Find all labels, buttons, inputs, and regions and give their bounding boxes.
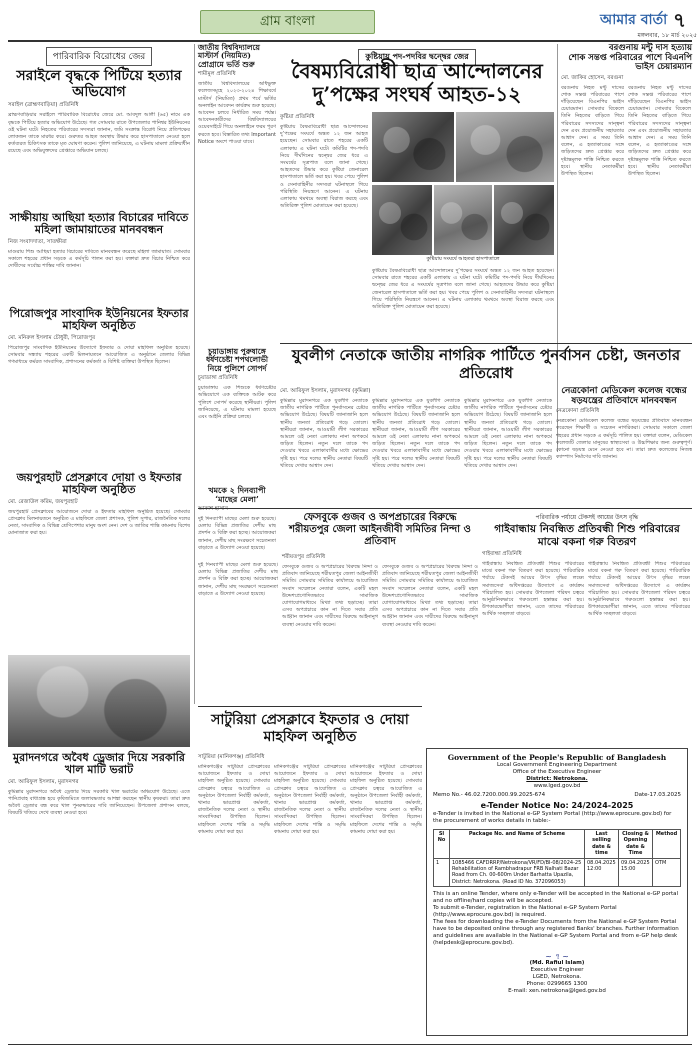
- article-byline: মো. রেজাউল করিম, জয়পুরহাট: [8, 498, 78, 505]
- article-body-cont: কুমিল্লার মুরাদনগরে এক যুবলীগ নেতাকে জাতীয় নাগরিক পার্টিতে পুনর্বাসনের চেষ্টার অভিযোগ উঠেছে। বিষয়টি জানাজানি হলে স্থানীয় জনতা প্রতিরোধ গড়ে তোলে। স্থানীয়রা জানান, আওয়ামী লীগ সরকারের আমলে ওই নেতা এলাকায় নানা অপকর্মে জড়িত ছিলেন। নতুন দলে তাকে পদ দেওয়ার খবরে এলাকাবাসীর মধ্যে ক্ষোভের সৃষ্টি হয়। পরে দলের স্থানীয় নেতারা বিষয়টি খতিয়ে দেখার আশ্বাস দেন।: [464, 398, 552, 469]
- header-rule: [8, 40, 692, 42]
- article-body: জয়পুরহাট প্রেসক্লাবের আয়োজনে দোয়া ও ইফতার মাহফিল অনুষ্ঠিত হয়েছে। সোমবার প্রেসক্লাব মিলনায়তনে অনুষ্ঠিত এ মাহফিলে জেলা প্রশাসক, পুলিশ সুপার, রাজনৈতিক দলের নেতা, সাংবাদিক ও বিভিন্ন শ্রেণিপেশার মানুষ অংশ নেন। দেশ ও জাতির শান্তি কামনায় বিশেষ মোনাজাত করা হয়।: [8, 508, 190, 537]
- tender-memo: Memo No.- 46.02.7200.000.99.2025-674: [433, 792, 546, 798]
- lead-photo-4: [434, 185, 492, 255]
- table-cell: 09.04.2025 15:00: [619, 858, 653, 887]
- tender-district: District: Netrokona.: [526, 776, 588, 782]
- signatory-office: LGED, Netrokona.: [532, 974, 582, 981]
- article-body-cont: দুই দিনব্যাপী মাছের মেলা শুরু হয়েছে। মেলায় বিভিন্ন প্রজাতির দেশীয় মাছ প্রদর্শন ও বিক্রি করা হচ্ছে। আয়োজকরা জানান, দেশীয় মাছ সংরক্ষণে সচেতনতা বাড়াতে এ উদ্যোগ নেওয়া হয়েছে।: [198, 562, 278, 597]
- tender-dept: Local Government Engineering Department: [496, 762, 618, 768]
- article-body: পিরোজপুর সাংবাদিক ইউনিয়নের উদ্যোগে ইফতার ও দোয়া মাহফিল অনুষ্ঠিত হয়েছে। সোমবার সন্ধ্যায় শহরের একটি মিলনায়তনে আয়োজিত এ অনুষ্ঠানে জেলার বিভিন্ন গণমাধ্যমে কর্মরত সাংবাদিক, প্রশাসনের কর্মকর্তা ও বিশিষ্ট ব্যক্তিরা উপস্থিত ছিলেন।: [8, 344, 190, 366]
- signatory-phone: Phone: 0299665 1300: [526, 981, 588, 988]
- column-header: Closing & Opening date & Time: [619, 830, 653, 859]
- article-byline: সরাইল (ব্রাহ্মণবাড়িয়া) প্রতিনিধি: [8, 102, 79, 109]
- section-rule: [198, 508, 692, 509]
- tender-table: [433, 829, 681, 887]
- article-byline: নিজ সংবাদদাতা, সাতক্ষীরা: [8, 238, 67, 245]
- lead-kicker-wrap: [280, 44, 554, 61]
- article-national-university: [198, 44, 276, 344]
- tender-gov: Government of the People's Republic of Bangladesh: [447, 753, 667, 762]
- table-cell: 1: [434, 858, 450, 887]
- lead-headline: বৈষম্যবিরোধী ছাত্র আন্দোলনের দু’পক্ষের সংঘর্ষ আহত-১২: [291, 59, 543, 106]
- tender-intro: e-Tender is invited in the National e-GP System Portal (http://www.eprocure.gov.bd) for the procurement of works details in table:-: [433, 811, 672, 824]
- article-asia-protest: [8, 212, 190, 302]
- article-body-cont: কুমিল্লার মুরাদনগরে এক যুবলীগ নেতাকে জাতীয় নাগরিক পার্টিতে পুনর্বাসনের চেষ্টার অভিযোগ উঠেছে। বিষয়টি জানাজানি হলে স্থানীয় জনতা প্রতিরোধ গড়ে তোলে। স্থানীয়রা জানান, আওয়ামী লীগ সরকারের আমলে ওই নেতা এলাকায় নানা অপকর্মে জড়িত ছিলেন। নতুন দলে তাকে পদ দেওয়ার খবরে এলাকাবাসীর মধ্যে ক্ষোভের সৃষ্টি হয়। পরে দলের স্থানীয় নেতারা বিষয়টি খতিয়ে দেখার আশ্বাস দেন।: [372, 398, 460, 469]
- article-gaibandha: [482, 512, 692, 711]
- article-body: গাইবান্ধায় নিবন্ধিত প্রতিবন্ধী শিশুর পরিবারের মাঝে বকনা গরু বিতরণ করা হয়েছে। পারিবারিক পর্যায়ে টেকসই আয়ের উৎস বৃদ্ধির লক্ষ্যে সমাজসেবা অধিদপ্তরের উদ্যোগে এ কার্যক্রম পরিচালিত হয়। সোমবার উপজেলা পরিষদ চত্বরে আনুষ্ঠানিকভাবে গরুগুলো হস্তান্তর করা হয়। উপকারভোগীরা জানান, এতে তাদের পরিবারের আর্থিক সচ্ছলতা বাড়বে।: [482, 561, 584, 618]
- article-headline: মুরাদনগরে অবৈধ ড্রেজার দিয়ে সরকারি খাল মাটি ভরাট: [13, 751, 185, 777]
- article-byline: মো. জাকির হোসেন, বরগুনা: [561, 74, 624, 81]
- article-body: দুই দিনব্যাপী মাছের মেলা শুরু হয়েছে। মেলায় বিভিন্ন প্রজাতির দেশীয় মাছ প্রদর্শন ও বিক্রি করা হচ্ছে। আয়োজকরা জানান, দেশীয় মাছ সংরক্ষণে সচেতনতা বাড়াতে এ উদ্যোগ নেওয়া হয়েছে।: [198, 515, 276, 551]
- tender-web[interactable]: www.lged.gov.bd: [533, 783, 581, 789]
- page-date: মঙ্গলবার, ১৮ মার্চ ২০২৫: [637, 32, 697, 39]
- article-pirojpur-iftar: [8, 308, 190, 468]
- article-byline: শামীমুল প্রতিনিধি: [198, 71, 236, 78]
- lead-photo-2: [456, 112, 554, 182]
- article-headline: শোক সন্তপ্ত পরিবারের পাশে বিএনপি ভাইস চেয়ারম্যান: [568, 52, 692, 73]
- tender-table-header: [434, 830, 681, 859]
- article-headline: সাটুরিয়া প্রেসক্লাবে ইফতার ও দোয়া মাহফিল অনুষ্ঠিত: [211, 712, 409, 745]
- article-kicker: পারিবারিক বিরোধের জের: [46, 47, 152, 66]
- article-shariatpur-bar: [282, 552, 478, 700]
- article-byline: মো. আরিফুল ইসলাম, মুরাদনগর: [8, 778, 79, 785]
- article-kicker: কুষ্টিয়ায় পদ-পদবির দ্বন্দ্বের জের: [358, 49, 475, 66]
- article-headline: সরাইলে বৃদ্ধকে পিটিয়ে হত্যার অভিযোগ: [16, 68, 182, 100]
- article-body: ব্রাহ্মণবাড়িয়ার সরাইলে পারিবারিক বিরোধের জেরে মো. আবদুল আলী (৬৫) নামে এক বৃদ্ধকে পিটিয়ে হত্যার অভিযোগ উঠেছে। গত সোমবার রাতে উপজেলার পানিশ্বর ইউনিয়নের ওই ঘটনা ঘটে। নিহতের পরিবারের সদস্যরা জানান, জমি সংক্রান্ত বিরোধ নিয়ে প্রতিপক্ষের লোকজন তাকে মারধর করে। গুরুতর আহত অবস্থায় উদ্ধার করে হাসপাতালে নেওয়া হলে কর্তব্যরত চিকিৎসক তাকে মৃত ঘোষণা করেন। পুলিশ জানিয়েছে, এ ঘটনায় মামলা প্রক্রিয়াধীন রয়েছে এবং অভিযুক্তদের গ্রেপ্তারে অভিযান চলছে।: [8, 112, 190, 155]
- article-body-cont: মানিকগঞ্জের সাটুরিয়া প্রেসক্লাবের আয়োজনে ইফতার ও দোয়া মাহফিল অনুষ্ঠিত হয়েছে। সোমবার প্রেসক্লাব চত্বরে আয়োজিত এ অনুষ্ঠানে উপজেলা নির্বাহী কর্মকর্তা, থানার ভারপ্রাপ্ত কর্মকর্তা, রাজনৈতিক দলের নেতা ও স্থানীয় সাংবাদিকরা উপস্থিত ছিলেন। মাহফিলে দেশের শান্তি ও সমৃদ্ধি কামনায় দোয়া করা হয়।: [350, 764, 422, 835]
- footer-rule: [8, 1044, 692, 1045]
- signatory-title: Executive Engineer: [530, 967, 584, 974]
- article-headline: নেত্রকোনা মেডিকেল কলেজ বন্ধের ষড়যন্ত্রের প্রতিবাদে মানববন্ধন: [561, 386, 687, 407]
- lead-photo-3: [372, 185, 432, 255]
- tender-note: This is an online Tender, where only e-Tender will be accepted in the National e-GP portal and no offline/hard copies will be accepted.: [433, 891, 679, 905]
- tender-date: Date-17.03.2025: [634, 792, 681, 798]
- article-chuadanga: [198, 348, 276, 483]
- tender-notice: [426, 748, 688, 1036]
- canal-photo: [8, 655, 190, 747]
- article-byline: গাইবান্ধা প্রতিনিধি: [482, 551, 522, 557]
- article-body: জাতীয় বিশ্ববিদ্যালয়ের অধিভুক্ত কলেজসমূহে ২০২৩-২০২৪ শিক্ষাবর্ষে মাস্টার্স (নিয়মিত) প্রথম পর্বে ভর্তির অনলাইন আবেদন কার্যক্রম শুরু হয়েছে। আবেদন চলবে নির্ধারিত সময় পর্যন্ত। আবেদনকারীদের বিশ্ববিদ্যালয়ের ওয়েবসাইটে গিয়ে অনলাইনে ফরম পূরণ করতে হবে। বিস্তারিত তথ্য Important Notice অংশে পাওয়া যাবে।: [198, 81, 276, 145]
- article-kicker: পরিবারিক পর্যায়ে টেকসই আয়ের উৎস বৃদ্ধি: [535, 514, 639, 521]
- section-rule: [280, 343, 692, 344]
- article-body-cont: ফেসবুকে গুজব ও অপপ্রচারের বিরুদ্ধে নিন্দা ও প্রতিবাদ জানিয়েছে শরীয়তপুর জেলা আইনজীবী সমিতি। সোমবার সমিতির কার্যালয়ে আয়োজিত সংবাদ সম্মেলনে নেতারা বলেন, একটি মহল উদ্দেশ্যপ্রণোদিতভাবে সামাজিক যোগাযোগমাধ্যমে মিথ্যা তথ্য ছড়াচ্ছে। তারা এসব অপপ্রচারে কান না দিতে সবার প্রতি আহ্বান জানান এবং দায়ীদের বিরুদ্ধে আইনানুগ ব্যবস্থা নেওয়ার দাবি করেন।: [382, 564, 478, 628]
- lead-article-body-cont: কুষ্টিয়ায় বৈষম্যবিরোধী ছাত্র আন্দোলনের দু’পক্ষের সংঘর্ষে অন্তত ১২ জন আহত হয়েছেন। সোমবার রাতে শহরের একটি এলাকায় এ ঘটনা ঘটে। কমিটির পদ-পদবি নিয়ে দীর্ঘদিনের দ্বন্দ্বের জের ধরে এ সংঘর্ষের সূত্রপাত বলে জানা গেছে। আহতদের উদ্ধার করে কুষ্টিয়া জেনারেল হাসপাতালে ভর্তি করা হয়। খবর পেয়ে পুলিশ ও সেনাবাহিনীর সদস্যরা ঘটনাস্থলে গিয়ে পরিস্থিতি নিয়ন্ত্রণে আনেন। এ ঘটনায় এলাকায় থমথমে অবস্থা বিরাজ করছে এবং অতিরিক্ত পুলিশ মোতায়েন করা হয়েছে।: [372, 268, 554, 311]
- photo-caption: কুষ্টিয়ায় সংঘর্ষে আহতরা হাসপাতালে: [372, 256, 554, 264]
- table-cell: 08.04.2025 12:00: [585, 858, 619, 887]
- article-headline: ফেসবুকে গুজব ও অপপ্রচারের বিরুদ্ধে শরীয়তপুর জেলা আইনজীবী সমিতির নিন্দা ও প্রতিবাদ: [289, 512, 471, 547]
- article-netrokona-medical: [556, 386, 692, 504]
- article-joypurhat-iftar: [8, 472, 190, 652]
- article-fish-fair: [198, 486, 276, 558]
- article-body: নেত্রকোনা মেডিকেল কলেজ বন্ধের ষড়যন্ত্রের প্রতিবাদে মানববন্ধন করেছেন শিক্ষার্থী ও সচেতন নাগরিকরা। সোমবার সকালে জেলা শহরের প্রধান সড়কে এ কর্মসূচি পালিত হয়। বক্তারা বলেন, মেডিকেল কলেজটি জেলার মানুষের স্বাস্থ্যসেবা ও উচ্চশিক্ষার জন্য গুরুত্বপূর্ণ। কোনো ষড়যন্ত্র মেনে নেওয়া হবে না। তারা দ্রুত কলেজের নিজস্ব ক্যাম্পাস নির্মাণের দাবি জানান।: [556, 418, 692, 461]
- article-byline: কুষ্টিয়া প্রতিনিধি: [280, 114, 315, 120]
- article-body: মাগুরায় শিশু আছিয়া হত্যার বিচারের দাবিতে মানববন্ধন করেছে মহিলা জামায়াত। সোমবার সকালে শহরের প্রধান সড়কে এ কর্মসূচি পালন করা হয়। বক্তারা দ্রুত বিচার নিশ্চিত করে দোষীদের সর্বোচ্চ শাস্তির দাবি জানান।: [8, 248, 190, 270]
- article-sarail: [8, 44, 190, 209]
- article-body: বরগুনায় নিহত মন্টু দাসের শোক সন্তপ্ত পরিবারের পাশে দাঁড়িয়েছেন বিএনপির ভাইস চেয়ারম্যান। সোমবার বিকেলে তিনি নিহতের বাড়িতে গিয়ে পরিবারের সদস্যদের সান্ত্বনা দেন এবং প্রয়োজনীয় সহায়তার আশ্বাস দেন। এ সময় তিনি বলেন, এ হত্যাকাণ্ডের সঙ্গে জড়িতদের দ্রুত গ্রেপ্তার করে দৃষ্টান্তমূলক শাস্তি নিশ্চিত করতে হবে। স্থানীয় নেতাকর্মীরা উপস্থিত ছিলেন।: [561, 84, 624, 177]
- column-header: Method: [653, 830, 681, 859]
- article-headline: পিরোজপুর সাংবাদিক ইউনিয়নের ইফতার মাহফিল অনুষ্ঠিত: [9, 307, 189, 333]
- article-body: কুষ্টিয়ায় বৈষম্যবিরোধী ছাত্র আন্দোলনের দু’পক্ষের সংঘর্ষে অন্তত ১২ জন আহত হয়েছেন। সোমবার রাতে শহরের একটি এলাকায় এ ঘটনা ঘটে। কমিটির পদ-পদবি নিয়ে দীর্ঘদিনের দ্বন্দ্বের জের ধরে এ সংঘর্ষের সূত্রপাত বলে জানা গেছে। আহতদের উদ্ধার করে কুষ্টিয়া জেনারেল হাসপাতালে ভর্তি করা হয়। খবর পেয়ে পুলিশ ও সেনাবাহিনীর সদস্যরা ঘটনাস্থলে গিয়ে পরিস্থিতি নিয়ন্ত্রণে আনেন। এ ঘটনায় এলাকায় থমথমে অবস্থা বিরাজ করছে এবং অতিরিক্ত পুলিশ মোতায়েন করা হয়েছে।: [280, 124, 368, 210]
- signature-icon: ~ ৭ ~: [545, 952, 569, 962]
- article-body: কুমিল্লার মুরাদনগরে এক যুবলীগ নেতাকে জাতীয় নাগরিক পার্টিতে পুনর্বাসনের চেষ্টার অভিযোগ উঠেছে। বিষয়টি জানাজানি হলে স্থানীয় জনতা প্রতিরোধ গড়ে তোলে। স্থানীয়রা জানান, আওয়ামী লীগ সরকারের আমলে ওই নেতা এলাকায় নানা অপকর্মে জড়িত ছিলেন। নতুন দলে তাকে পদ দেওয়ার খবরে এলাকাবাসীর মধ্যে ক্ষোভের সৃষ্টি হয়। পরে দলের স্থানীয় নেতারা বিষয়টি খতিয়ে দেখার আশ্বাস দেন।: [280, 398, 368, 469]
- article-body-cont: মানিকগঞ্জের সাটুরিয়া প্রেসক্লাবের আয়োজনে ইফতার ও দোয়া মাহফিল অনুষ্ঠিত হয়েছে। সোমবার প্রেসক্লাব চত্বরে আয়োজিত এ অনুষ্ঠানে উপজেলা নির্বাহী কর্মকর্তা, থানার ভারপ্রাপ্ত কর্মকর্তা, রাজনৈতিক দলের নেতা ও স্থানীয় সাংবাদিকরা উপস্থিত ছিলেন। মাহফিলে দেশের শান্তি ও সমৃদ্ধি কামনায় দোয়া করা হয়।: [274, 764, 346, 835]
- tender-note: The fees for downloading the e-Tender Documents from the National e-GP System Portal have to be deposited online through any registered Banks' branches. Further information and guidelines are available in the National e-GP System Portal and from e-GP help desk (helpdesk@eprocure.gov.bd).: [433, 919, 679, 947]
- article-saturia-iftar: [198, 752, 422, 1042]
- section-rule: [198, 706, 422, 707]
- article-body: কুমিল্লার মুরাদনগরে অবৈধ ড্রেজার দিয়ে সরকারি খাল ভরাটের অভিযোগ উঠেছে। এতে পানিপ্রবাহ বাধাগ্রস্ত হয়ে কৃষিজমিতে জলাবদ্ধতার আশঙ্কা করছেন স্থানীয় কৃষকরা। তারা দ্রুত অবৈধ ড্রেজার বন্ধ করে খাল পুনরুদ্ধারের দাবি জানিয়েছেন। উপজেলা প্রশাসন বলছে, বিষয়টি খতিয়ে দেখে ব্যবস্থা নেওয়া হবে।: [8, 788, 190, 817]
- article-headline: গাইবান্ধায় নিবন্ধিত প্রতিবন্ধী শিশু পরিবারের মাঝে বকনা গরু বিতরণ: [494, 523, 680, 548]
- article-byline: মো. মনিরুল ইসলাম চৌধুরী, পিরোজপুর: [8, 334, 96, 341]
- column-divider: [194, 44, 195, 704]
- article-jubo-league: [280, 386, 552, 504]
- article-body: চুয়াডাঙ্গায় এক শিশুকে ধর্ষণচেষ্টার অভিযোগে এক ব্যক্তিকে আটক করে পুলিশে সোপর্দ করেছে স্থানীয়রা। পুলিশ জানিয়েছে, এ ঘটনায় মামলা হয়েছে এবং আইনি প্রক্রিয়া চলছে।: [198, 385, 276, 420]
- article-headline: জয়পুরহাট প্রেসক্লাবে দোয়া ও ইফতার মাহফিল অনুষ্ঠিত: [16, 471, 182, 497]
- table-cell: OTM: [653, 858, 681, 887]
- page-number: ৭: [673, 8, 687, 32]
- article-body: মানিকগঞ্জের সাটুরিয়া প্রেসক্লাবের আয়োজনে ইফতার ও দোয়া মাহফিল অনুষ্ঠিত হয়েছে। সোমবার প্রেসক্লাব চত্বরে আয়োজিত এ অনুষ্ঠানে উপজেলা নির্বাহী কর্মকর্তা, থানার ভারপ্রাপ্ত কর্মকর্তা, রাজনৈতিক দলের নেতা ও স্থানীয় সাংবাদিকরা উপস্থিত ছিলেন। মাহফিলে দেশের শান্তি ও সমৃদ্ধি কামনায় দোয়া করা হয়।: [198, 764, 270, 835]
- article-headline: জাতীয় বিশ্ববিদ্যালয়ে মাস্টার্স (নিয়মিত) প্রোগ্রামে ভর্তি শুরু: [198, 43, 260, 69]
- article-byline: সাটুরিয়া (মানিকগঞ্জ) প্রতিনিধি: [198, 754, 265, 760]
- masthead-logo: আমার বার্তা: [600, 12, 668, 28]
- column-header: Sl No: [434, 830, 450, 859]
- article-byline: শরীয়তপুর প্রতিনিধি: [282, 554, 326, 560]
- article-headline: যুবলীগ নেতাকে জাতীয় নাগরিক পার্টিতে পুনর্বাসন চেষ্টা, জনতার প্রতিরোধ: [291, 346, 681, 382]
- column-header: Package No. and Name of Scheme: [450, 830, 585, 859]
- article-byline: নেত্রকোনা প্রতিনিধি: [556, 408, 600, 415]
- article-body-cont: বরগুনায় নিহত মন্টু দাসের শোক সন্তপ্ত পরিবারের পাশে দাঁড়িয়েছেন বিএনপির ভাইস চেয়ারম্যান। সোমবার বিকেলে তিনি নিহতের বাড়িতে গিয়ে পরিবারের সদস্যদের সান্ত্বনা দেন এবং প্রয়োজনীয় সহায়তার আশ্বাস দেন। এ সময় তিনি বলেন, এ হত্যাকাণ্ডের সঙ্গে জড়িতদের দ্রুত গ্রেপ্তার করে দৃষ্টান্তমূলক শাস্তি নিশ্চিত করতে হবে। স্থানীয় নেতাকর্মীরা উপস্থিত ছিলেন।: [628, 84, 691, 177]
- lead-photo-5: [494, 185, 554, 255]
- tender-signature: [433, 953, 681, 995]
- signatory-email[interactable]: E-mail: xen.netrokona@lged.gov.bd: [508, 988, 606, 995]
- article-kicker: বরগুনায় মন্টু দাস হত্যায়: [608, 43, 692, 53]
- table-cell: 1085466 CAFDRRP/Netrokona/VR/FD/BI-08/2024-25 Rehabilitation of Rambhadrapur FRB Nalhati Bazar Road from Ch. 00-600m Under Barhatta Upazila, District: Netrokona. (Road ID No. 372096053): [450, 858, 585, 887]
- tender-office: Office of the Executive Engineer: [512, 769, 602, 775]
- table-row: [434, 858, 681, 887]
- article-muradnagar-canal: [8, 752, 190, 1042]
- tender-note: To submit e-Tender, registration in the National e-GP System Portal (http://www.eprocure.gov.bd) is required.: [433, 905, 617, 919]
- article-byline: চুয়াডাঙ্গা প্রতিনিধি: [198, 375, 238, 382]
- article-body: ফেসবুকে গুজব ও অপপ্রচারের বিরুদ্ধে নিন্দা ও প্রতিবাদ জানিয়েছে শরীয়তপুর জেলা আইনজীবী সমিতি। সোমবার সমিতির কার্যালয়ে আয়োজিত সংবাদ সম্মেলনে নেতারা বলেন, একটি মহল উদ্দেশ্যপ্রণোদিতভাবে সামাজিক যোগাযোগমাধ্যমে মিথ্যা তথ্য ছড়াচ্ছে। তারা এসব অপপ্রচারে কান না দিতে সবার প্রতি আহ্বান জানান এবং দায়ীদের বিরুদ্ধে আইনানুগ ব্যবস্থা নেওয়ার দাবি করেন।: [282, 564, 378, 628]
- article-barguna: [561, 44, 692, 444]
- article-byline: মো. আরিফুল ইসলাম, মুরাদনগর (কুমিল্লা): [280, 388, 371, 394]
- lead-photo-1: [372, 112, 454, 182]
- section-banner: গ্রাম বাংলা: [200, 10, 375, 34]
- tender-title: e-Tender Notice No: 24/2024-2025: [480, 801, 634, 810]
- signatory-name: (Md. Rafiul Islam): [529, 960, 585, 967]
- lead-article-body-wrap: [280, 112, 368, 337]
- article-headline: খমকে ২ দিনব্যাপী ‘মাছের মেলা’: [208, 485, 266, 504]
- article-headline: সাক্ষীয়ায় আছিয়া হত্যার বিচারের দাবিতে মহিলা জামায়াতের মানববন্ধন: [9, 211, 189, 237]
- article-headline: চুয়াডাঙ্গায় পুরুষাঙ্গে ধর্ষণচেষ্টা শপথলোভী নিয়ে পুলিশে সোপর্দ: [205, 347, 269, 373]
- column-header: Last selling date & time: [585, 830, 619, 859]
- article-body-cont: গাইবান্ধায় নিবন্ধিত প্রতিবন্ধী শিশুর পরিবারের মাঝে বকনা গরু বিতরণ করা হয়েছে। পারিবারিক পর্যায়ে টেকসই আয়ের উৎস বৃদ্ধির লক্ষ্যে সমাজসেবা অধিদপ্তরের উদ্যোগে এ কার্যক্রম পরিচালিত হয়। সোমবার উপজেলা পরিষদ চত্বরে আনুষ্ঠানিকভাবে গরুগুলো হস্তান্তর করা হয়। উপকারভোগীরা জানান, এতে তাদের পরিবারের আর্থিক সচ্ছলতা বাড়বে।: [588, 561, 690, 618]
